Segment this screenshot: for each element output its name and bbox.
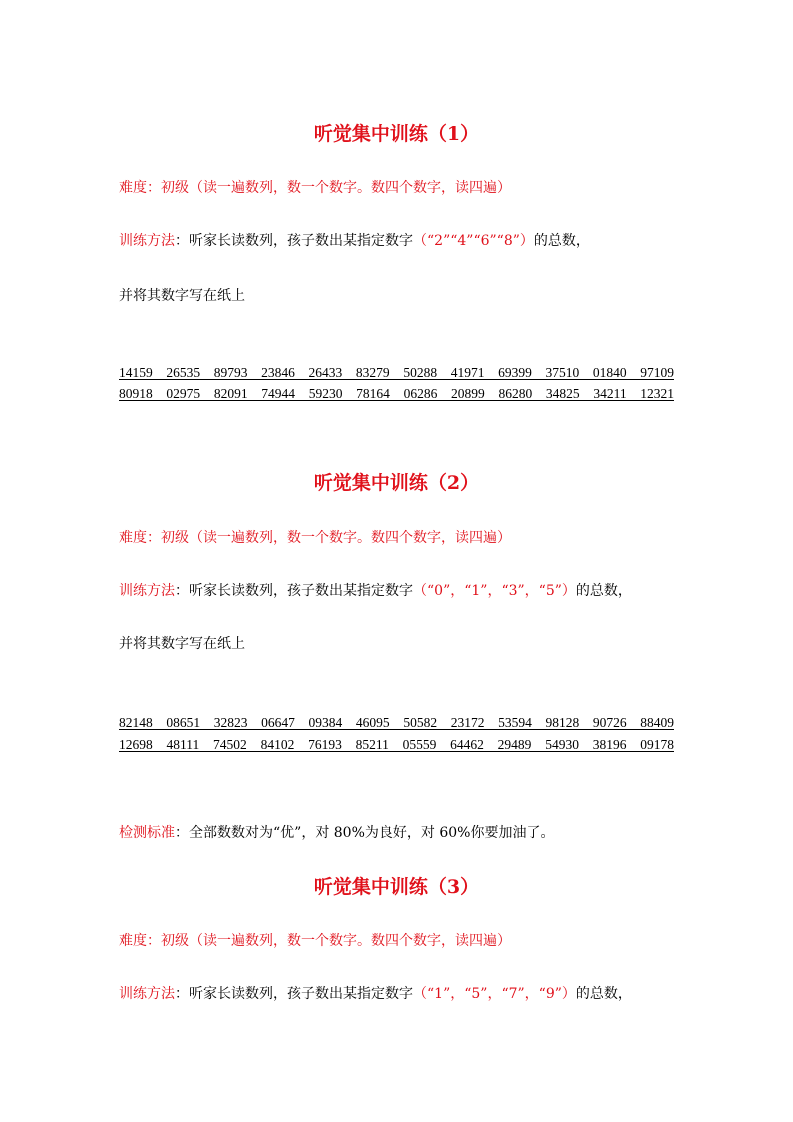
section-2-numbers-line-1: 82148 08651 32823 06647 09384 46095 50582 23172 53594 98128 90726 88409 <box>119 715 674 730</box>
section-3-title: 听觉集中训练（3） <box>313 876 480 898</box>
assessment-standard <box>119 822 554 842</box>
method-label: 训练方法 <box>119 233 175 249</box>
method-targets: （“1”，“5”，“7”，“9”） <box>413 986 576 1002</box>
method-colon: ： <box>175 583 189 599</box>
section-3-difficulty: 难度：初级（读一遍数列，数一个数字。数四个数字，读四遍） <box>119 933 511 949</box>
section-1-title: 听觉集中训练（1） <box>313 123 480 145</box>
method-text: 听家长读数列，孩子数出某指定数字 <box>189 986 413 1002</box>
section-2-method <box>119 580 632 600</box>
method-suffix: 的总数， <box>575 583 632 599</box>
section-1-difficulty: 难度：初级（读一遍数列，数一个数字。数四个数字，读四遍） <box>119 180 511 196</box>
section-2-method-line2: 并将其数字写在纸上 <box>119 636 245 652</box>
method-text: 听家长读数列，孩子数出某指定数字 <box>189 583 413 599</box>
method-label: 训练方法 <box>119 986 175 1002</box>
method-suffix: 的总数， <box>533 233 590 249</box>
method-text: 听家长读数列，孩子数出某指定数字 <box>189 233 413 249</box>
section-1-method <box>119 230 590 250</box>
section-2-title: 听觉集中训练（2） <box>313 472 480 494</box>
method-targets: （“0”，“1”，“3”，“5”） <box>413 583 576 599</box>
section-1-method-line2: 并将其数字写在纸上 <box>119 288 245 304</box>
section-1-numbers-line-1: 14159 26535 89793 23846 26433 83279 50288 41971 69399 37510 01840 97109 <box>119 365 674 380</box>
standard-label: 检测标准 <box>119 825 175 841</box>
method-colon: ： <box>175 986 189 1002</box>
method-targets: （“2”“4”“6”“8”） <box>413 233 534 249</box>
method-label: 训练方法 <box>119 583 175 599</box>
method-colon: ： <box>175 233 189 249</box>
method-suffix: 的总数， <box>575 986 632 1002</box>
section-2-numbers-line-2: 12698 48111 74502 84102 76193 85211 05559 64462 29489 54930 38196 09178 <box>119 737 674 752</box>
section-2-difficulty: 难度：初级（读一遍数列，数一个数字。数四个数字，读四遍） <box>119 530 511 546</box>
section-3-method <box>119 983 632 1003</box>
section-1-numbers-line-2: 80918 02975 82091 74944 59230 78164 06286 20899 86280 34825 34211 12321 <box>119 386 674 401</box>
standard-text: ：全部数数对为“优”，对 80%为良好，对 60%你要加油了。 <box>175 825 555 841</box>
